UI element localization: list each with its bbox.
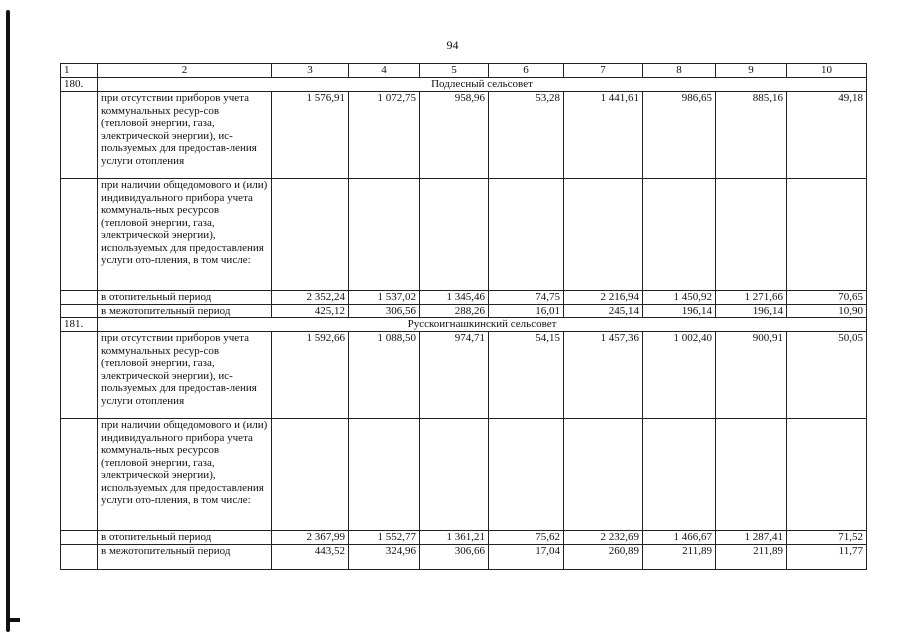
value-cell: 260,89 [564,544,643,569]
section-name: Русскоигнашкинский сельсовет [98,318,867,332]
value-cell: 1 466,67 [643,531,716,545]
column-header: 10 [787,64,867,78]
value-cell: 17,04 [489,544,564,569]
value-cell: 196,14 [716,304,787,318]
value-cell: 2 216,94 [564,291,643,305]
empty-cell [61,92,98,179]
table-row [61,179,867,291]
value-cell [787,179,867,291]
value-cell: 1 450,92 [643,291,716,305]
row-label: при наличии общедомового и (или) индивидуального прибора учета коммуналь-ных ресурсов (тепловой энергии, газа, электрической энергии), используемых для предоставления услуги ото-пления, в том числе: [98,179,272,291]
value-cell: 425,12 [272,304,349,318]
value-cell: 16,01 [489,304,564,318]
value-cell [349,179,420,291]
tariff-table [60,63,867,570]
value-cell: 2 367,99 [272,531,349,545]
value-cell: 1 287,41 [716,531,787,545]
scan-edge-mark-foot [6,618,20,622]
column-header-row [61,64,867,78]
empty-cell [61,179,98,291]
value-cell: 1 552,77 [349,531,420,545]
value-cell: 900,91 [716,332,787,419]
row-label: в межотопительный период [98,544,272,569]
scan-edge-mark [6,10,10,632]
row-label: при наличии общедомового и (или) индивидуального прибора учета коммуналь-ных ресурсов (тепловой энергии, газа, электрической энергии), используемых для предоставления услуги ото-пления, в том числе: [98,419,272,531]
table-row [61,531,867,545]
value-cell: 50,05 [787,332,867,419]
value-cell: 306,56 [349,304,420,318]
value-cell: 958,96 [420,92,489,179]
row-label: при отсутствии приборов учета коммунальных ресур-сов (тепловой энергии, газа, электрической энергии), ис-пользуемых для предостав-ления услуги отопления [98,92,272,179]
value-cell [564,179,643,291]
value-cell: 2 352,24 [272,291,349,305]
value-cell: 71,52 [787,531,867,545]
value-cell: 74,75 [489,291,564,305]
empty-cell [61,544,98,569]
value-cell [420,179,489,291]
section-name: Подлесный сельсовет [98,78,867,92]
value-cell [564,419,643,531]
column-header: 7 [564,64,643,78]
value-cell [489,419,564,531]
value-cell [643,179,716,291]
value-cell: 11,77 [787,544,867,569]
value-cell [716,179,787,291]
value-cell: 49,18 [787,92,867,179]
value-cell: 196,14 [643,304,716,318]
value-cell: 986,65 [643,92,716,179]
column-header: 2 [98,64,272,78]
section-header-row [61,318,867,332]
column-header: 5 [420,64,489,78]
value-cell [420,419,489,531]
value-cell: 1 576,91 [272,92,349,179]
empty-cell [61,531,98,545]
value-cell: 324,96 [349,544,420,569]
column-header: 3 [272,64,349,78]
value-cell [716,419,787,531]
section-number: 180. [61,78,98,92]
value-cell: 1 271,66 [716,291,787,305]
value-cell: 1 072,75 [349,92,420,179]
table-row [61,332,867,419]
value-cell [272,419,349,531]
value-cell: 1 002,40 [643,332,716,419]
value-cell: 211,89 [643,544,716,569]
row-label: в отопительный период [98,531,272,545]
empty-cell [61,332,98,419]
value-cell: 1 592,66 [272,332,349,419]
row-label: при отсутствии приборов учета коммунальных ресур-сов (тепловой энергии, газа, электрической энергии), ис-пользуемых для предостав-ления услуги отопления [98,332,272,419]
value-cell: 288,26 [420,304,489,318]
value-cell: 70,65 [787,291,867,305]
value-cell [643,419,716,531]
value-cell: 2 232,69 [564,531,643,545]
value-cell [272,179,349,291]
value-cell: 974,71 [420,332,489,419]
value-cell: 1 537,02 [349,291,420,305]
empty-cell [61,419,98,531]
value-cell: 306,66 [420,544,489,569]
empty-cell [61,304,98,318]
table-row [61,419,867,531]
page-number: 94 [446,38,459,52]
column-header: 9 [716,64,787,78]
column-header: 1 [61,64,98,78]
value-cell [489,179,564,291]
value-cell: 1 361,21 [420,531,489,545]
table-row [61,92,867,179]
value-cell: 1 345,46 [420,291,489,305]
row-label: в отопительный период [98,291,272,305]
table-row [61,304,867,318]
value-cell: 245,14 [564,304,643,318]
value-cell: 443,52 [272,544,349,569]
table-row [61,291,867,305]
value-cell: 1 441,61 [564,92,643,179]
table-row [61,544,867,569]
table-body [61,64,867,570]
value-cell [787,419,867,531]
column-header: 6 [489,64,564,78]
value-cell: 1 457,36 [564,332,643,419]
value-cell: 10,90 [787,304,867,318]
value-cell: 54,15 [489,332,564,419]
value-cell: 885,16 [716,92,787,179]
value-cell: 75,62 [489,531,564,545]
empty-cell [61,291,98,305]
value-cell: 1 088,50 [349,332,420,419]
column-header: 8 [643,64,716,78]
section-number: 181. [61,318,98,332]
column-header: 4 [349,64,420,78]
value-cell: 211,89 [716,544,787,569]
section-header-row [61,78,867,92]
row-label: в межотопительный период [98,304,272,318]
value-cell: 53,28 [489,92,564,179]
value-cell [349,419,420,531]
